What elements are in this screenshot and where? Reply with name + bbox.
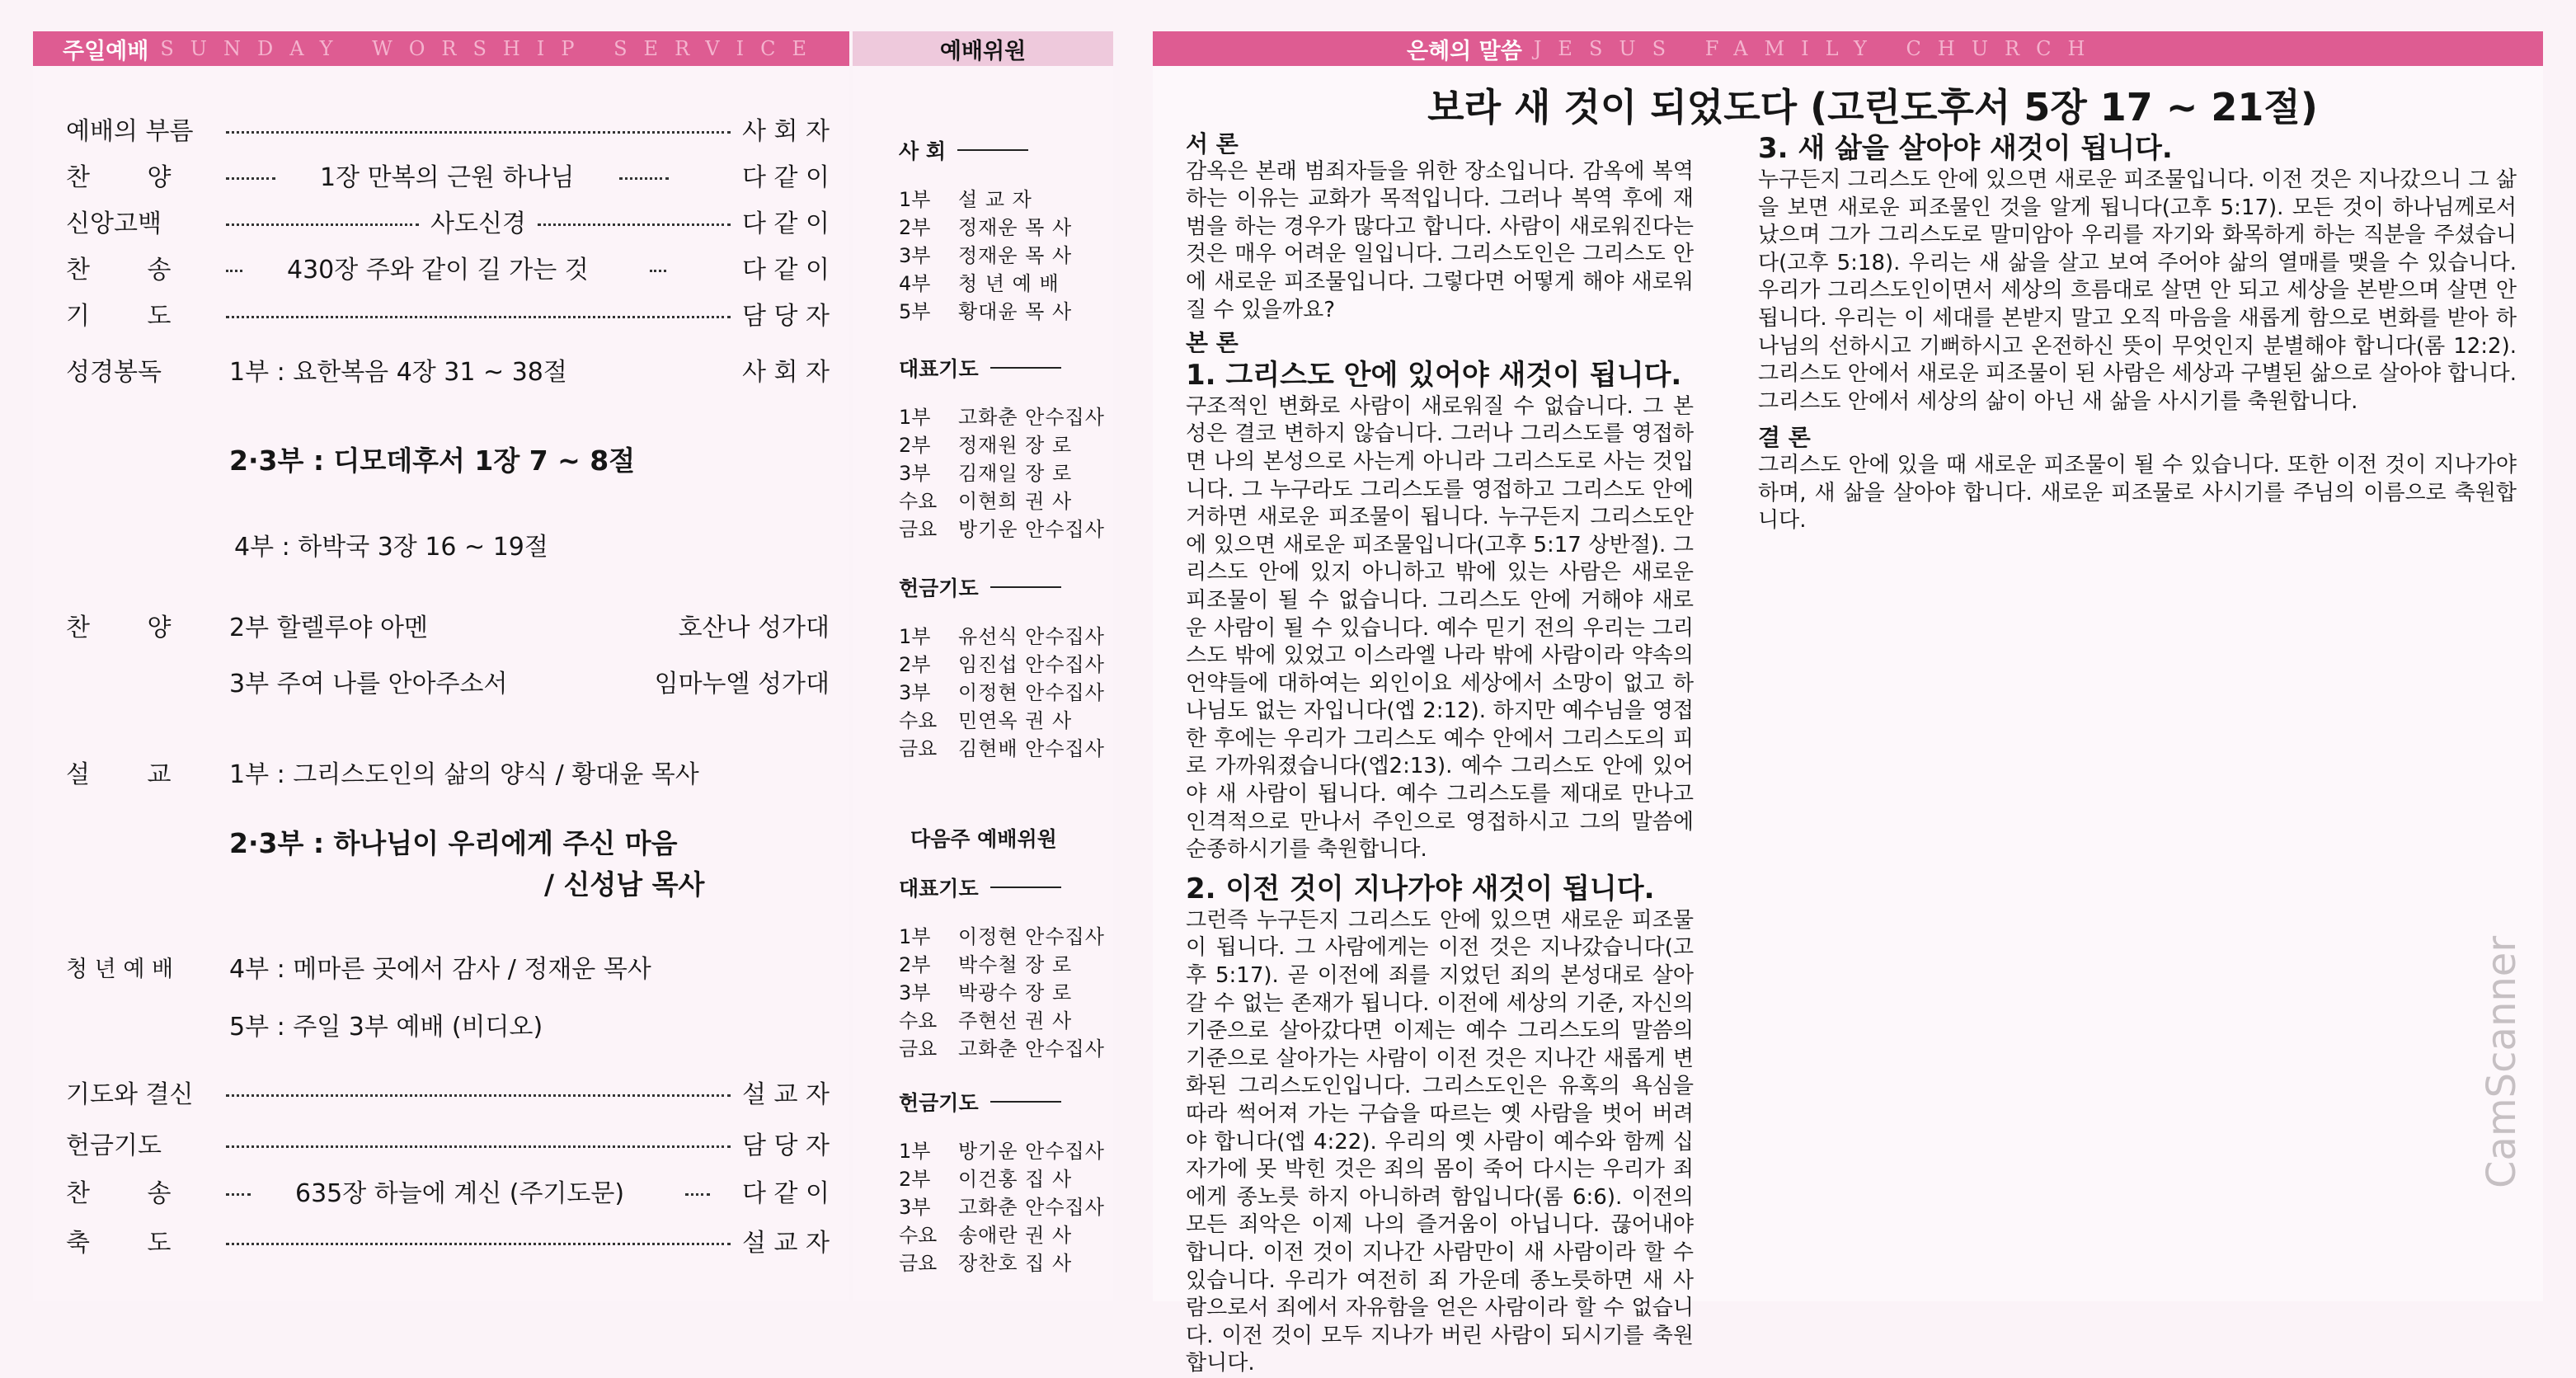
order-leader: 담 당 자 — [741, 302, 830, 331]
service-part: 3부 — [899, 244, 931, 267]
service-part: 수요 — [899, 1009, 938, 1032]
worship-order-header — [33, 31, 849, 66]
committee-member — [899, 1004, 1105, 1033]
sermon-header-title: 은혜의 말씀 — [1407, 38, 1522, 64]
committee-member — [899, 920, 1105, 949]
committee-member — [899, 429, 1105, 458]
order-item — [66, 350, 830, 389]
committee-section-label: 사 회 — [899, 139, 947, 163]
order-item — [66, 201, 830, 241]
leader-dots — [226, 1094, 731, 1097]
committee-member — [899, 267, 1105, 296]
order-item — [234, 524, 830, 564]
committee-member — [899, 1247, 1105, 1276]
committee-member — [899, 620, 1105, 649]
order-item — [66, 605, 830, 645]
order-label: 기도와 결신 — [66, 1080, 194, 1109]
committee-member — [899, 676, 1105, 705]
order-content: 4부 : 하박국 3장 16 ~ 19절 — [234, 533, 548, 562]
conclusion-text: 그리스도 안에 있을 때 새로운 피조물이 될 수 있습니다. 또한 이전 것이 지나가야 하며, 새 삶을 살아야 합니다. 새로운 피조물로 사시기를 주님의 이름으로 축원합니다. — [1758, 452, 2517, 534]
committee-member — [899, 513, 1105, 542]
order-item — [66, 247, 830, 287]
committee-member — [899, 976, 1105, 1005]
order-label: 청 년 예 배 — [66, 956, 174, 982]
service-part: 1부 — [899, 188, 931, 211]
order-label: 성경봉독 — [66, 358, 162, 387]
member-name: 장찬호 집 사 — [958, 1252, 1073, 1275]
section-rule — [990, 1101, 1061, 1103]
committee-member — [899, 704, 1105, 733]
member-name: 이건홍 집 사 — [958, 1168, 1073, 1191]
intro-heading: 서 론 — [1186, 130, 1239, 158]
order-content: 4부 : 메마른 곳에서 감사 / 정재운 목사 — [229, 955, 651, 984]
leader-dots — [538, 223, 731, 226]
order-leader: 호산나 성가대 — [678, 614, 830, 642]
service-part: 3부 — [899, 681, 931, 704]
order-content: 1부 : 요한복음 4장 31 ~ 38절 — [229, 358, 567, 387]
order-content: 2·3부 : 디모데후서 1장 7 ~ 8절 — [229, 444, 636, 477]
member-name: 주현선 권 사 — [958, 1009, 1073, 1032]
order-item — [66, 155, 830, 195]
committee-member — [899, 239, 1105, 268]
sermon-column-right — [1758, 130, 2517, 535]
committee-member — [899, 1191, 1105, 1220]
point-2-text: 그런즉 누구든지 그리스도 안에 있으면 새로운 피조물이 됩니다. 그 사람에게는 이전 것은 지나갔습니다(고후 5:17). 곧 이전에 죄를 지었던 죄의 본성대로 살아갈 수 없는 존재가 됩니다. 이전에 세상의 기준, 자신의 기준으로 살아갔다면 이제는 예수 그리스도의 말씀의 기준으로 살아가는 사람이 이전 것은 지나간 새롭게 변화된 그리스도인입니다. 그리스도인은 유혹의 욕심을 따라 썩어져 가는 구습을 따르는 옛 사람을 벗어 버려야 합니다(엡 4:22). 우리의 옛 사람이 예수와 함께 십자가에 못 박힌 것은 죄의 몸이 죽어 다시는 우리가 죄에게 종노릇 하지 아니하려 함입니다(롬 6:6). 이전의 모든 죄악은 이제 나의 즐거움이 아닙니다. 끊어내야 합니다. 이전 것이 지나간 사람만이 새 사람이라 할 수 있습니다. 우리가 여전히 죄 가운데 종노릇하면 새 사람으로서 죄에서 자유함을 얻은 사람이라 할 수 없습니다. 이전 것이 모두 지나가 버린 사람이 되시기를 축원합니다. — [1186, 907, 1694, 1376]
conclusion-heading: 결 론 — [1758, 424, 1811, 452]
committee-section-title — [899, 1087, 1061, 1117]
order-item — [66, 1171, 830, 1211]
order-content: 1장 만복의 근원 하나님 — [320, 163, 575, 192]
service-part: 금요 — [899, 1037, 938, 1061]
committee-member — [899, 485, 1105, 514]
order-label: 기 도 — [66, 302, 196, 331]
order-leader: 사 회 자 — [741, 358, 830, 387]
committee-member — [899, 401, 1105, 430]
committee-section-title — [899, 135, 1028, 165]
section-rule — [990, 586, 1061, 588]
order-leader: 담 당 자 — [741, 1131, 830, 1160]
order-leader: 설 교 자 — [741, 1080, 830, 1109]
service-part: 2부 — [899, 1168, 931, 1191]
order-item — [229, 821, 830, 861]
leader-dots — [226, 131, 731, 134]
service-part: 금요 — [899, 1252, 938, 1275]
order-leader: 설 교 자 — [741, 1229, 830, 1258]
order-item — [229, 1004, 830, 1044]
order-content: 사도신경 — [430, 209, 526, 238]
order-item — [66, 109, 830, 148]
service-part: 1부 — [899, 406, 931, 429]
committee-section-label: 헌금기도 — [899, 1091, 979, 1115]
worship-order-title: 주일예배 — [63, 38, 149, 64]
point-1-text: 구조적인 변화로 사람이 새로워질 수 없습니다. 그 본성은 결코 변하지 않습니다. 그러나 그리스도를 영접하면 나의 본성으로 사는게 아니라 그리스도로 사는 것입니다. 그 누구라도 그리스도를 영접하고 그리스도 안에 거하면 새로운 피조물이 됩니다. 누구든지 그리스도안에 있으면 새로운 피조물입니다(고후 5:17 상반절). 그리스도 안에 있지 아니하고 밖에 있는 사람은 새로운 피조물이 될 수 없습니다. 그리스도 안에 거해야 새로운 사람이 될 수 있습니다. 예수 믿기 전의 우리는 그리스도 밖에 있었고 이스라엘 나라 밖에 사람이라 약속의 언약들에 대하여는 외인이요 세상에서 소망이 없고 하나님도 없는 자입니다(엡 2:12). 하지만 예수님을 영접한 후에는 우리가 그리스도 예수 안에서 그리스도의 피로 가까워졌습니다(엡2:13). 예수 그리스도 안에 있어야 새 사람이 됩니다. 예수 그리스도를 제대로 만나고 인격적으로 만나서 주인으로 영접하시고 그의 말씀에 순종하시기를 축원합니다. — [1186, 393, 1694, 863]
order-label: 예배의 부름 — [66, 117, 194, 146]
order-label: 헌금기도 — [66, 1131, 162, 1160]
committee-member — [899, 1032, 1105, 1061]
order-item — [66, 1072, 830, 1112]
member-name: 정재운 목 사 — [958, 244, 1073, 267]
order-content: 2·3부 : 하나님이 우리에게 주신 마음 — [229, 826, 678, 859]
sermon-header-subtitle: JESUS FAMILY CHURCH — [1533, 37, 2102, 60]
member-name: 송애란 권 사 — [958, 1224, 1073, 1247]
order-label: 신앙고백 — [66, 209, 162, 238]
service-part: 3부 — [899, 1196, 931, 1219]
leader-dots — [226, 270, 242, 272]
service-part: 1부 — [899, 1140, 931, 1163]
committee-member — [899, 732, 1105, 761]
sermon-panel — [1153, 31, 2543, 1376]
section-rule — [957, 149, 1028, 151]
section-rule — [990, 367, 1061, 369]
member-name: 박광수 장 로 — [958, 981, 1073, 1004]
service-part: 2부 — [899, 653, 931, 676]
point-1-heading: 1. 그리스도 안에 있어야 새것이 됩니다. — [1186, 358, 1682, 392]
order-label: 축 도 — [66, 1229, 196, 1258]
sermon-column-left — [1186, 130, 1694, 1378]
leader-dots — [226, 1145, 731, 1148]
order-item — [66, 752, 830, 792]
leader-dots — [685, 1193, 710, 1196]
committee-section-title — [899, 572, 1061, 602]
committee-member — [899, 1135, 1105, 1164]
member-name: 김재일 장 로 — [958, 462, 1073, 485]
member-name: 이현희 권 사 — [958, 490, 1073, 513]
order-item — [66, 1220, 830, 1260]
committee-member — [899, 457, 1105, 486]
order-content: 2부 할렐루야 아멘 — [229, 614, 429, 642]
order-content: / 신성남 목사 — [544, 868, 705, 901]
committee-member — [899, 948, 1105, 977]
leader-dots — [650, 270, 666, 272]
order-leader: 다 같 이 — [741, 209, 830, 238]
order-label: 찬 송 — [66, 256, 196, 285]
sermon-title: 보라 새 것이 되었도다 (고린도후서 5장 17 ~ 21절) — [1427, 85, 2318, 129]
member-name: 고화춘 안수집사 — [958, 1037, 1105, 1061]
member-name: 청 년 예 배 — [958, 272, 1060, 295]
committee-section-label: 다음주 예배위원 — [910, 827, 1057, 851]
worship-committee-title: 예배위원 — [939, 38, 1027, 64]
member-name: 유선식 안수집사 — [958, 625, 1105, 648]
order-item — [66, 1123, 830, 1163]
order-item — [229, 661, 830, 701]
member-name: 황대윤 목 사 — [958, 300, 1073, 323]
worship-order-panel — [33, 31, 849, 1301]
committee-section-title — [899, 353, 1061, 383]
member-name: 정재운 목 사 — [958, 216, 1073, 239]
member-name: 설 교 자 — [958, 188, 1032, 211]
order-item — [544, 863, 830, 902]
worship-committee-header — [853, 31, 1113, 66]
committee-member — [899, 1163, 1105, 1192]
service-part: 수요 — [899, 1224, 938, 1247]
member-name: 정재원 장 로 — [958, 434, 1073, 457]
service-part: 5부 — [899, 300, 931, 323]
service-part: 금요 — [899, 518, 938, 541]
order-label: 찬 양 — [66, 163, 196, 192]
leader-dots — [619, 177, 669, 180]
leader-dots — [226, 1193, 251, 1196]
service-part: 2부 — [899, 434, 931, 457]
intro-text: 감옥은 본래 범죄자들을 위한 장소입니다. 감옥에 복역하는 이유는 교화가 목적입니다. 그러나 복역 후에 재범을 하는 경우가 많다고 합니다. 사람이 새로워진다는 것은 매우 어려운 일입니다. 그리스도인은 그리스도 안에 새로운 피조물입니다. 그렇다면 어떻게 해야 새로워질 수 있을까요? — [1186, 158, 1694, 322]
point-3-heading: 3. 새 삶을 살아야 새것이 됩니다. — [1758, 132, 2173, 165]
order-leader: 임마누엘 성가대 — [654, 670, 830, 698]
committee-section-title — [910, 823, 1057, 853]
worship-order-subtitle: SUNDAY WORSHIP SERVICE — [160, 37, 823, 60]
service-part: 2부 — [899, 953, 931, 976]
order-content: 635장 하늘에 계신 (주기도문) — [295, 1179, 625, 1208]
order-leader: 다 같 이 — [741, 256, 830, 285]
point-2-heading: 2. 이전 것이 지나가야 새것이 됩니다. — [1186, 872, 1655, 905]
order-item — [66, 947, 830, 986]
point-3-text: 누구든지 그리스도 안에 있으면 새로운 피조물입니다. 이전 것은 지나갔으니 그 삶을 보면 새로운 피조물인 것을 알게 됩니다(고후 5:17). 모든 것이 하나님께로서 났으며 그가 그리스도로 말미암아 우리를 자기와 화목하게 하는 직분을 주셨습니다(고후 5:18). 우리는 새 삶을 살고 보여 주어야 삶의 열매를 맺을 수 있습니다. 우리가 그리스도인이면서 세상의 흐름대로 살면 안 되고 세상을 본받으며 살면 안 됩니다. 우리는 이 세대를 본받지 말고 오직 마음을 새롭게 함으로 변화를 받아 하나님의 선하시고 기뻐하시고 온전하신 뜻이 무엇인지 분별해야 합니다(롬 12:2). 그리스도 안에서 새로운 피조물이 된 사람은 세상과 구별된 삶으로 살아야 합니다. 그리스도 안에서 세상의 삶이 아닌 새 삶을 사시기를 축원합니다. — [1758, 167, 2517, 414]
order-label: 설 교 — [66, 760, 196, 789]
member-name: 방기운 안수집사 — [958, 1140, 1105, 1163]
section-rule — [990, 887, 1061, 888]
service-part: 3부 — [899, 981, 931, 1004]
member-name: 임진섭 안수집사 — [958, 653, 1105, 676]
service-part: 4부 — [899, 272, 931, 295]
scanner-watermark: CamScanner — [2479, 935, 2525, 1189]
leader-dots — [226, 316, 731, 318]
member-name: 고화춘 안수집사 — [958, 406, 1105, 429]
service-part: 금요 — [899, 737, 938, 760]
member-name: 민연옥 권 사 — [958, 709, 1073, 732]
service-part: 3부 — [899, 462, 931, 485]
order-label: 찬 양 — [66, 614, 196, 642]
member-name: 고화춘 안수집사 — [958, 1196, 1105, 1219]
order-content: 1부 : 그리스도인의 삶의 양식 / 황대윤 목사 — [229, 760, 699, 789]
committee-member — [899, 648, 1105, 677]
service-part: 1부 — [899, 925, 931, 948]
committee-member — [899, 211, 1105, 240]
order-item — [66, 294, 830, 333]
order-label: 찬 송 — [66, 1179, 196, 1208]
order-content: 5부 : 주일 3부 예배 (비디오) — [229, 1013, 543, 1042]
committee-section-title — [899, 872, 1061, 902]
service-part: 수요 — [899, 490, 938, 513]
service-part: 2부 — [899, 216, 931, 239]
service-part: 수요 — [899, 709, 938, 732]
order-leader: 사 회 자 — [741, 117, 830, 146]
leader-dots — [226, 1243, 731, 1245]
order-content: 3부 주여 나를 안아주소서 — [229, 670, 508, 698]
sermon-header — [1153, 31, 2543, 66]
leader-dots — [226, 177, 275, 180]
committee-section-label: 헌금기도 — [899, 576, 979, 600]
service-part: 1부 — [899, 625, 931, 648]
worship-committee-panel — [853, 31, 1113, 1301]
leader-dots — [226, 223, 419, 226]
order-item — [229, 439, 830, 478]
order-leader: 다 같 이 — [741, 1179, 830, 1208]
committee-section-label: 대표기도 — [899, 877, 979, 901]
member-name: 이정현 안수집사 — [958, 681, 1105, 704]
member-name: 김현배 안수집사 — [958, 737, 1105, 760]
committee-member — [899, 295, 1105, 324]
committee-member — [899, 183, 1105, 212]
order-content: 430장 주와 같이 길 가는 것 — [287, 256, 589, 285]
order-leader: 다 같 이 — [741, 163, 830, 192]
body-heading: 본 론 — [1186, 329, 1239, 357]
committee-section-label: 대표기도 — [899, 357, 979, 381]
member-name: 이정현 안수집사 — [958, 925, 1105, 948]
member-name: 방기운 안수집사 — [958, 518, 1105, 541]
committee-member — [899, 1219, 1105, 1248]
member-name: 박수철 장 로 — [958, 953, 1073, 976]
